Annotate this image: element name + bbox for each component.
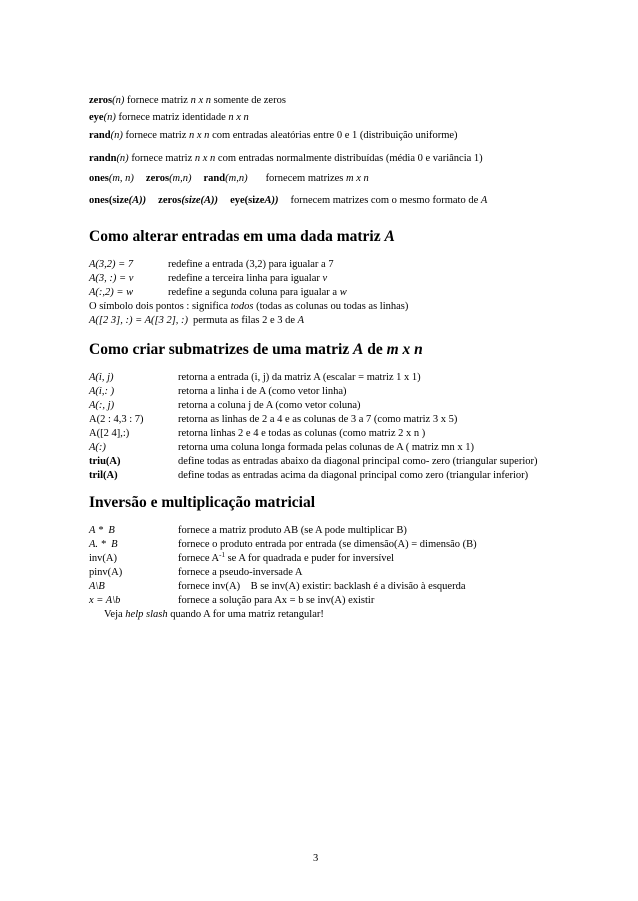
code: A * B [89,525,115,536]
desc: se A for quadrada e puder for inversível [224,553,395,564]
fn-rest: somente de zeros [210,95,286,106]
fn-arg: (m,n) [225,173,248,184]
desc: retorna uma coluna longa formada pelas colunas de A ( matriz mn x 1) [178,442,474,453]
zeros-line [89,94,286,108]
heading-dims: m x n [386,341,423,358]
note-em: todos [230,301,254,312]
fn-arg: (n) [103,112,116,123]
code: x = A\b [89,595,121,606]
section-heading-submatrizes [89,341,423,359]
heading-var: A [384,228,395,245]
code: A. * B [89,539,118,550]
desc: retorna a linha i de A (como vetor linha) [178,386,347,397]
fn-name: zeros [89,95,113,106]
code: A([2 3], :) = A([3 2], :) [89,315,189,326]
fn-dims: n x n [228,112,249,123]
desc: define todas as entradas abaixo da diagonal principal como- zero (triangular superior) [178,456,538,467]
fn-arg: (size(A)) [181,195,219,206]
note-text: O símbolo dois pontos : significa [89,301,231,312]
heading-var: A [353,341,364,358]
desc: redefine a segunda coluna para igualar a [168,287,340,298]
desc: retorna a coluna j de A (como vetor coluna) [178,400,361,411]
desc-var: v [322,273,328,284]
fn-name: randn [89,153,117,164]
fn-name: eye(size [230,195,265,206]
desc: fornece o produto entrada por entrada (se dimensão(A) = dimensão (B) [178,539,477,550]
fn-arg: A)) [264,195,279,206]
size-line [89,194,487,208]
note-text: (todas as colunas ou todas as linhas) [253,301,409,312]
mn-line [89,172,369,186]
code: A(2 : 4,3 : 7) [89,414,144,425]
fn-name: zeros [145,173,170,184]
fn-text: fornece matriz [128,153,195,164]
rand-line [89,129,458,143]
fn-name: ones(size [89,195,129,206]
fn-arg: (m, n) [108,173,134,184]
colon-note [89,300,408,314]
fn-rest: com entradas aleatórias entre 0 e 1 (distribuição uniforme) [209,130,458,141]
heading-text: de [363,341,387,358]
desc: redefine a entrada (3,2) para igualar a 7 [168,259,334,270]
fn-rest: com entradas normalmente distribuídas (média 0 e variância 1) [215,153,483,164]
desc: define todas as entradas acima da diagonal principal como zero (triangular inferior) [178,470,529,481]
section-heading-inversao [89,494,315,512]
fn-name: zeros [158,195,182,206]
fn-name: eye [89,112,104,123]
page-number: 3 [313,853,319,864]
code: tril(A) [89,470,118,481]
fn-dims: n x n [190,95,211,106]
desc: fornece a matriz produto AB (se A pode multiplicar B) [178,525,407,536]
fn-dims: m x n [346,173,369,184]
code: A(:, j) [89,400,115,411]
desc: fornece inv(A) B se inv(A) existir: backlash é a divisão à esquerda [178,581,466,592]
fn-name: ones [89,173,109,184]
heading-text: Inversão e multiplicação matricial [89,494,315,511]
code: A\B [89,581,105,592]
code: pinv(A) [89,567,123,578]
fn-text: fornece matriz [124,95,191,106]
fn-arg: (n) [116,153,129,164]
fn-text: fornecem matrizes com o mesmo formato de [290,195,481,206]
desc: permuta as filas 2 e 3 de [193,315,298,326]
code: A(3,2) = 7 [89,259,134,270]
desc: redefine a terceira linha para igualar [168,273,323,284]
fn-arg: (m,n) [169,173,192,184]
desc: fornece a pseudo-inversade A [178,567,303,578]
code: A(:,2) = w [89,287,134,298]
help-note [104,608,324,622]
code: A(:) [89,442,106,453]
section-heading-alterar [89,228,395,246]
desc-var: A [297,315,305,326]
code: inv(A) [89,553,117,564]
code: triu(A) [89,456,121,467]
desc: fornece A [178,553,220,564]
fn-arg: (n) [110,130,123,141]
fn-name: rand [89,130,111,141]
note-em: help slash [125,609,168,620]
desc: retorna as linhas de 2 a 4 e as colunas de 3 a 7 (como matriz 3 x 5) [178,414,458,425]
code: A([2 4],:) [89,428,130,439]
fn-dims: n x n [189,130,210,141]
fn-dims: n x n [194,153,216,164]
note-text: Veja [104,609,126,620]
code: A(i,: ) [89,386,115,397]
heading-text: Como criar submatrizes de uma matriz [89,341,354,358]
fn-arg: (A)) [128,195,147,206]
fn-text: fornece matriz [122,130,190,141]
note-text: quando A for uma matriz retangular! [167,609,324,620]
fn-arg: (n) [112,95,125,106]
heading-text: Como alterar entradas em uma dada matriz [89,228,385,245]
fn-text: fornecem matrizes [265,173,347,184]
desc-var: w [339,287,347,298]
desc: retorna a entrada (i, j) da matriz A (escalar = matriz 1 x 1) [178,372,421,383]
code: A(i, j) [89,372,114,383]
fn-name: rand [203,173,226,184]
desc: fornece a solução para Ax = b se inv(A) existir [178,595,375,606]
document-page: zeros(n) fornece matriz n x n somente de zeros eye(n) fornece matriz identidade n x n rand(n) fornece matriz n x n com entradas aleatórias entre 0 e 1 (distribuição uniforme) randn(n) fornece matriz n x n com entradas normalmente distribuídas (média 0 e variância 1) ones(m, n) zeros(m,n) rand(m,n) fornecem matrizes m x n ones(size(A)) zeros(size(A)) eye(sizeA)) fornecem matrizes com o mesmo formato de A Como alterar entradas em uma dada matriz A A(3,2) = 7 redefine a entrada (3,2) para igualar a 7 A(3, :) = v redefine a terceira linha para igualar v A(:,2) = w redefine a segunda coluna para igualar a w O símbolo dois pontos : significa todos (todas as colunas ou todas as linhas) A([2 3], :) = A([3 2], :) permuta as filas 2 e 3 de A Como criar submatrizes de uma matriz A de m x n A(i, j) retorna a entrada (i, j) da matriz A (escalar = matriz 1 x 1) A(i,: ) retorna a linha i de A (como vetor linha) A(:, j) retorna a coluna j de A (como vetor coluna) A(2 : 4,3 : 7) retorna as linhas de 2 a 4 e as colunas de 3 a 7 (como matriz 3 x 5) A([2 4],:) retorna linhas 2 e 4 e todas as colunas (como matriz 2 x n ) A(:) retorna uma coluna longa formada pelas colunas de A ( matriz mn x 1) triu(A) define todas as entradas abaixo da diagonal principal como- zero (triangular superior) tril(A) define todas as entradas acima da diagonal principal como zero (triangular inferior) Inversão e multiplicação matricial A * B fornece a matriz produto AB (se A pode multiplicar B) A. * B fornece o produto entrada por entrada (se dimensão(A) = dimensão (B) inv(A) fornece A-1 se A for quadrada e puder for inversível pinv(A) fornece a pseudo-inversade A A\B fornece inv(A) B se inv(A) existir: backlash é a divisão à esquerda x = A\b fornece a solução para Ax = b se inv(A) existir Veja help slash quando A for uma matriz retangular! 3 [89,95,538,864]
eye-line [89,111,249,125]
code: A(3, :) = v [89,273,134,284]
fn-text: fornece matriz identidade [115,112,229,123]
randn-line [89,152,483,166]
fn-var: A [480,195,488,206]
desc: retorna linhas 2 e 4 e todas as colunas (como matriz 2 x n ) [178,428,426,439]
